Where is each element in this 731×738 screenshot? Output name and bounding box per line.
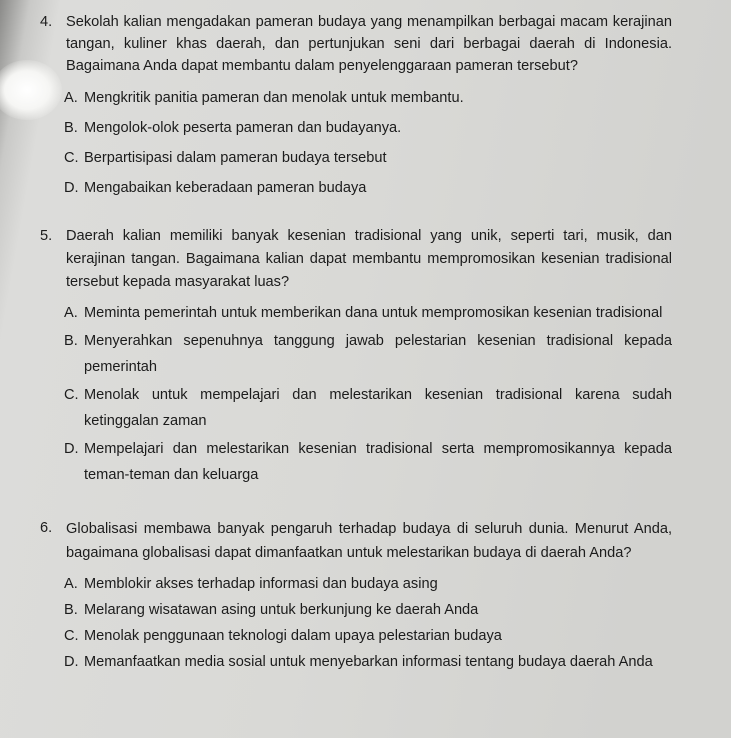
option-text: Mempelajari dan melestarikan kesenian tradisional serta mempromosikannya kepada teman-teman dan keluarga (84, 441, 672, 483)
option-letter: C. (64, 387, 79, 403)
option-c (64, 623, 672, 649)
option-a (64, 87, 672, 109)
option-b (64, 597, 672, 623)
option-a (64, 300, 672, 326)
question-text: Globalisasi membawa banyak pengaruh terhadap budaya di seluruh dunia. Menurut Anda, bagaimana globalisasi dapat dimanfaatkan untuk melestarikan budaya di daerah Anda? (66, 521, 672, 561)
option-text: Menolak untuk mempelajari dan melestarikan kesenian tradisional karena sudah ketinggalan zaman (84, 387, 672, 429)
option-letter: C. (64, 150, 79, 166)
option-letter: A. (64, 90, 78, 106)
question-text: Sekolah kalian mengadakan pameran budaya yang menampilkan berbagai macam kerajinan tangan, kuliner khas daerah, dan pertunjukan seni dari berbagai daerah di Indonesia. Bagaimana Anda dapat membantu dalam penyelenggaraan pameran tersebut? (66, 14, 672, 74)
option-letter: D. (64, 180, 79, 196)
option-letter: C. (64, 628, 79, 644)
option-c (64, 382, 672, 434)
option-letter: B. (64, 602, 78, 618)
question-number: 4. (40, 14, 53, 30)
question-text: Daerah kalian memiliki banyak kesenian tradisional yang unik, seperti tari, musik, dan kerajinan tangan. Bagaimana kalian dapat membantu mempromosikan kesenian tradisional tersebut kepada masyarakat luas? (66, 228, 672, 290)
option-text: Meminta pemerintah untuk memberikan dana untuk mempromosikan kesenian tradisional (84, 305, 663, 321)
question-4 (40, 11, 672, 199)
option-letter: A. (64, 305, 78, 321)
option-c (64, 147, 672, 169)
option-text: Memblokir akses terhadap informasi dan budaya asing (84, 576, 438, 592)
option-text: Mengolok-olok peserta pameran dan budayanya. (84, 120, 402, 136)
option-text: Mengabaikan keberadaan pameran budaya (84, 180, 367, 196)
option-text: Berpartisipasi dalam pameran budaya tersebut (84, 150, 387, 166)
option-letter: A. (64, 576, 78, 592)
question-number: 6. (40, 520, 53, 536)
option-list (14, 571, 672, 675)
option-text: Melarang wisatawan asing untuk berkunjung ke daerah Anda (84, 602, 479, 618)
option-text: Menyerahkan sepenuhnya tanggung jawab pelestarian kesenian tradisional kepada pemerintah (84, 333, 672, 375)
option-list (14, 300, 672, 488)
question-5 (40, 225, 672, 488)
option-b (64, 117, 672, 139)
option-text: Memanfaatkan media sosial untuk menyebarkan informasi tentang budaya daerah Anda (84, 654, 653, 670)
option-d (64, 649, 672, 675)
option-a (64, 571, 672, 597)
option-letter: B. (64, 333, 78, 349)
option-letter: D. (64, 441, 79, 457)
option-b (64, 328, 672, 380)
question-number: 5. (40, 228, 53, 244)
option-list (14, 87, 672, 199)
option-text: Menolak penggunaan teknologi dalam upaya pelestarian budaya (84, 628, 502, 644)
option-letter: B. (64, 120, 78, 136)
question-6 (40, 517, 672, 675)
option-letter: D. (64, 654, 79, 670)
option-text: Mengkritik panitia pameran dan menolak untuk membantu. (84, 90, 464, 106)
option-d (64, 177, 672, 199)
option-d (64, 436, 672, 488)
